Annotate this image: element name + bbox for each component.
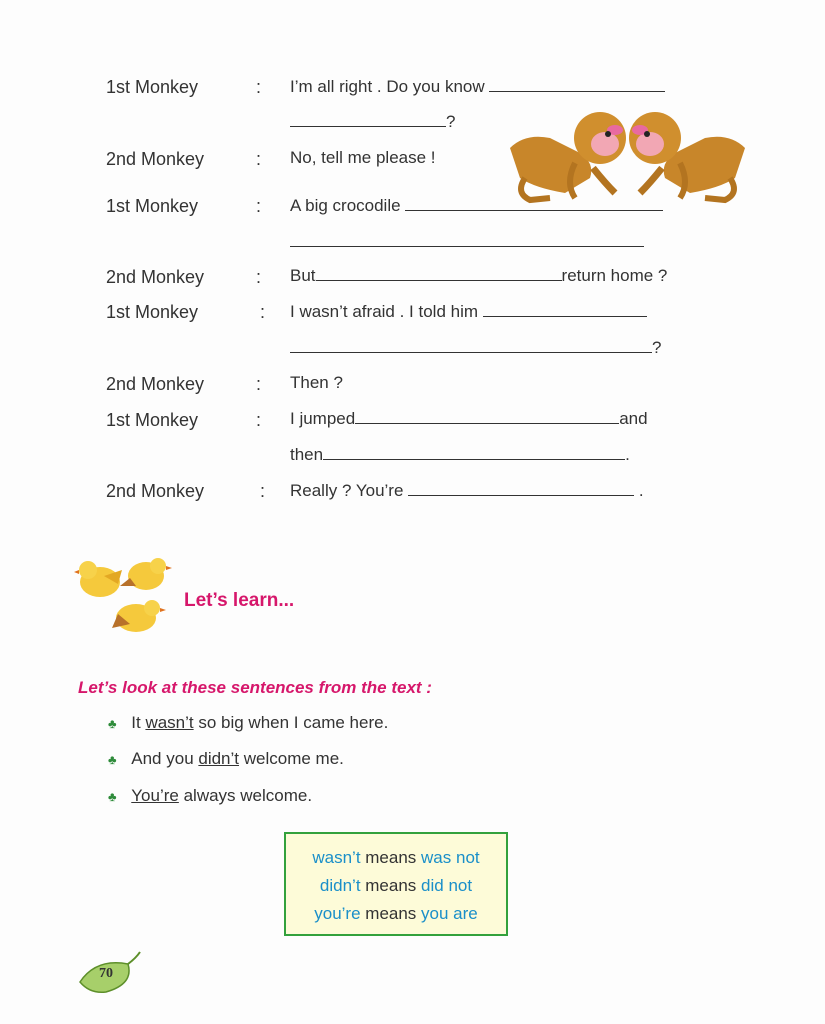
contraction: wasn’t: [145, 713, 194, 732]
dialogue-text: Really ? You’re: [290, 481, 404, 500]
colon: :: [260, 302, 266, 322]
speaker-label: 2nd Monkey: [106, 267, 205, 287]
full-form: was not: [421, 848, 480, 867]
dialogue-line-continued: [290, 112, 455, 132]
dialogue-text: I wasn’t afraid . I told him: [290, 302, 479, 321]
monkeys-illustration: [505, 108, 750, 208]
answer-blank[interactable]: [483, 315, 647, 317]
answer-blank[interactable]: [290, 125, 446, 127]
means-word: means: [360, 876, 422, 895]
chick-icon: [112, 600, 166, 632]
colon: :: [260, 481, 266, 501]
speaker-label: 2nd Monkey: [106, 374, 205, 394]
dialogue-text: I jumped: [290, 409, 356, 428]
colon: :: [256, 267, 262, 287]
dialogue-line: [290, 409, 648, 429]
page-number: 70: [99, 966, 113, 981]
right-monkey: [629, 112, 745, 200]
dialogue-line: [290, 77, 665, 97]
means-word: means: [360, 904, 422, 923]
meaning-row: [286, 872, 506, 900]
means-word: means: [360, 848, 422, 867]
dialogue-line-continued: [290, 338, 661, 358]
answer-blank[interactable]: [316, 279, 562, 281]
speaker-label: 1st Monkey: [106, 196, 199, 216]
dialogue-text-after: return home ?: [561, 266, 668, 285]
speaker-label: 1st Monkey: [106, 410, 199, 430]
line-end: ?: [652, 338, 662, 357]
left-monkey: [510, 112, 626, 200]
contraction-word: wasn’t: [312, 848, 361, 867]
speaker-label: 2nd Monkey: [106, 149, 205, 169]
answer-blank[interactable]: [489, 90, 665, 92]
example-sentence: [108, 749, 344, 769]
contraction-meaning-box: [284, 832, 508, 936]
line-end: .: [625, 445, 630, 464]
dialogue-line: [290, 302, 647, 322]
example-sentence: [108, 786, 312, 806]
sentence-text: welcome me.: [239, 749, 344, 768]
speaker-label: 1st Monkey: [106, 77, 199, 97]
dialogue-text: A big crocodile: [290, 196, 401, 215]
club-bullet-icon: ♣: [108, 752, 117, 767]
contraction-word: didn’t: [319, 876, 361, 895]
dialogue-line: [290, 481, 644, 501]
answer-blank[interactable]: [290, 351, 652, 353]
chick-icon: [74, 561, 122, 597]
club-bullet-icon: ♣: [108, 789, 117, 804]
dialogue-line: [290, 196, 663, 216]
sentence-text: always welcome.: [178, 786, 313, 805]
dialogue-text: then: [290, 445, 324, 464]
full-form: you are: [421, 904, 478, 923]
colon: :: [256, 410, 262, 430]
dialogue-text-after: and: [619, 409, 648, 428]
section-subheading: Let’s look at these sentences from the text :: [78, 678, 432, 697]
dialogue-text: No, tell me please !: [290, 148, 436, 167]
colon: :: [256, 149, 262, 169]
colon: :: [256, 77, 262, 97]
dialogue-text: I’m all right . Do you know: [290, 77, 485, 96]
answer-blank[interactable]: [408, 494, 634, 496]
example-sentence: [108, 713, 388, 733]
answer-blank[interactable]: [355, 422, 619, 424]
dialogue-line-continued: [290, 232, 644, 252]
chicks-illustration: [74, 556, 174, 642]
answer-blank[interactable]: [323, 458, 625, 460]
dialogue-text: But: [290, 266, 316, 285]
sentence-text: so big when I came here.: [193, 713, 389, 732]
speaker-label: 2nd Monkey: [106, 481, 205, 501]
sentence-text: And you: [131, 749, 199, 768]
chick-icon: [120, 558, 172, 590]
contraction: You’re: [131, 786, 179, 805]
club-bullet-icon: ♣: [108, 716, 117, 731]
speaker-label: 1st Monkey: [106, 302, 199, 322]
full-form: did not: [421, 876, 473, 895]
line-end: ?: [446, 112, 456, 131]
meaning-row: [286, 900, 506, 928]
colon: :: [256, 196, 262, 216]
colon: :: [256, 374, 262, 394]
meaning-row: [286, 844, 506, 872]
dialogue-line: [290, 266, 667, 286]
contraction: didn’t: [198, 749, 240, 768]
answer-blank[interactable]: [405, 209, 663, 211]
dialogue-line-continued: [290, 445, 630, 465]
dialogue-text-after: .: [638, 481, 644, 500]
answer-blank[interactable]: [290, 245, 644, 247]
sentence-text: It: [131, 713, 146, 732]
section-heading: Let’s learn...: [184, 590, 295, 611]
contraction-word: you’re: [314, 904, 361, 923]
dialogue-text: Then ?: [290, 373, 343, 392]
